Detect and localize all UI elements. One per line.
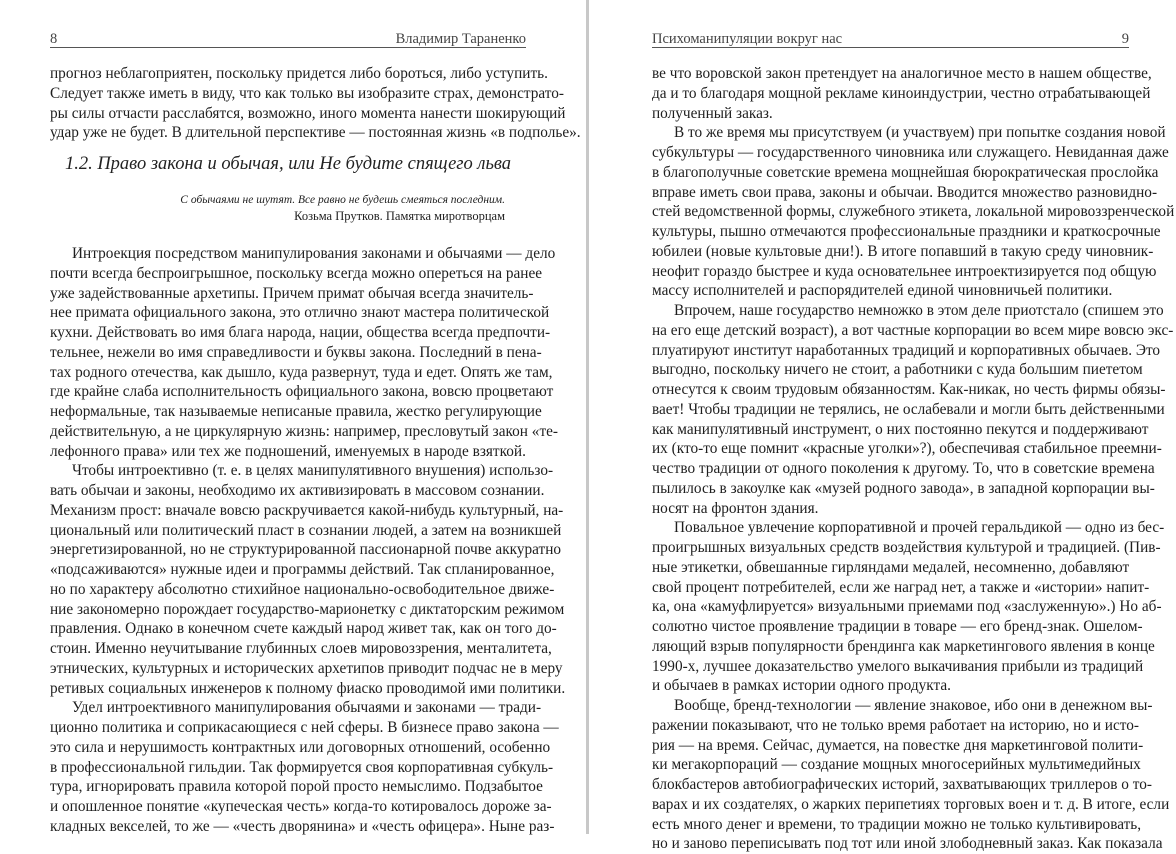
right-page bbox=[589, 0, 1176, 853]
section-heading: 1.2. Право закона и обычая, или Не будите спящего льва bbox=[64, 154, 512, 174]
text-line: свой процент потребителей, если же наград нет, а также и «истории» напит- bbox=[652, 578, 1150, 596]
page-number: 9 bbox=[1121, 31, 1129, 47]
text-line: и опошленное понятие «купеческая честь» когда-то котировалось дороже за- bbox=[50, 798, 552, 815]
text-line: есть много денег и времени, то традиции можно не только культивировать, bbox=[652, 815, 1142, 833]
epigraph-quote: С обычаями не шутят. Все равно не будешь смеяться последним. bbox=[180, 194, 505, 206]
running-head-left bbox=[50, 30, 526, 48]
text-line: Повальное увлечение корпоративной и прочей геральдикой — одно из бес- bbox=[674, 519, 1165, 537]
text-line: ние закономерно порождает государство-марионетку с диктаторским режимом bbox=[50, 600, 565, 618]
text-line: вправе иметь свои права, законы и обычаи. Вводится множество разновидно- bbox=[652, 183, 1158, 201]
text-line: почти всегда беспроигрышное, поскольку всегда можно опереться на ранее bbox=[50, 264, 543, 282]
text-line: прогноз неблагоприятен, поскольку придется либо бороться, либо уступить. bbox=[50, 65, 548, 82]
text-line: ляющий взрыв популярности брендинга как маркетингового явления в конце bbox=[652, 637, 1155, 655]
text-line: где крайне слаба исполнительность официального закона, вовсю процветают bbox=[50, 383, 554, 401]
text-line: ки мегакорпораций — создание мощных многосерийных мультимедийных bbox=[652, 756, 1141, 774]
text-line: нее примата официального закона, это отлично знают мастера политической bbox=[50, 304, 550, 322]
text-line: 1990-х, лучшее доказательство умелого выкачивания прибыли из традиций bbox=[652, 657, 1144, 675]
body-text bbox=[50, 244, 566, 837]
text-line: Следует также иметь в виду, что как только вы изобразите страх, демонстрато- bbox=[50, 84, 565, 102]
text-line: в благополучные советские времена мощнейшая бюрократическая прослойка bbox=[652, 163, 1159, 181]
text-line: рия — на время. Сейчас, думается, на повестке дня маркетинговой полити- bbox=[652, 736, 1144, 754]
running-head-right bbox=[652, 30, 1129, 48]
text-line: «подсаживаются» нужные идеи и программы действий. Так спланированное, bbox=[50, 561, 555, 578]
page-number: 8 bbox=[50, 31, 58, 47]
text-line: неформальные, так называемые неписаные правила, жестко регулирующие bbox=[50, 403, 542, 420]
text-line: ражении показывают, что не только время работает на историю, но и исто- bbox=[652, 716, 1139, 734]
text-line: тельнее, нежели во имя справедливости и буквы закона. Последний в пена- bbox=[50, 343, 542, 361]
text-line: субкультуры — государственного чиновника или служащего. Невиданная даже bbox=[652, 144, 1169, 161]
text-line: полученный заказ. bbox=[652, 104, 773, 122]
text-line: проигрышных визуальных средств воздействия культурой и традицией. (Пив- bbox=[652, 539, 1161, 556]
text-line: это сила и нерушимость контрактных или договорных отношений, особенно bbox=[50, 738, 551, 756]
text-line: выгодно, поскольку ничего не стоит, а работники с куда большим пиететом bbox=[652, 361, 1143, 379]
text-line: и обычаев в рамках истории одного продукта. bbox=[652, 677, 951, 695]
text-line: пылилось в закоулке как «музей родного завода», в западной корпорации вы- bbox=[652, 479, 1155, 497]
text-line: этнических, культурных и исторических архетипов приводит подчас не в меру bbox=[50, 659, 563, 677]
text-line: вает! Чтобы традиции не терялись, не ослабевали и могли быть действенными bbox=[652, 400, 1165, 418]
text-line: носят на фронтон здания. bbox=[652, 499, 819, 517]
text-line: плуатируют институт наработанных традиций и корпоративных обычаев. Это bbox=[652, 341, 1161, 359]
text-line: кухни. Действовать во имя блага народа, нации, общества всегда предпочти- bbox=[50, 324, 551, 341]
text-line: ве что воровской закон претендует на аналогичное место в нашем обществе, bbox=[652, 65, 1152, 82]
text-line: лефонного права» или тех же подношений, именуемых в народе взяткой. bbox=[50, 442, 526, 460]
text-line: культуры, пышно отмечаются профессиональные праздники и краткосрочные bbox=[652, 223, 1161, 240]
text-line: чество традиции от одного поколения к другому. То, что в советские времена bbox=[652, 460, 1155, 477]
text-line: удар уже не будет. В длительной перспективе — постоянная жизнь «в подполье». bbox=[50, 124, 581, 142]
text-line: энергетизированной, но не структурированной пассионарной почве аккуратно bbox=[50, 541, 562, 559]
text-line: Чтобы интроективно (т. е. в целях манипулятивного внушения) использо- bbox=[72, 462, 554, 480]
text-line: Впрочем, наше государство немножко в этом деле приотстало (спишем это bbox=[674, 302, 1164, 319]
text-line: солютно чистое проявление традиции в товаре — его бренд-знак. Ошелом- bbox=[652, 618, 1143, 635]
text-line: Удел интроективного манипулирования обычаями и законами — тради- bbox=[72, 699, 542, 717]
text-line: ка, она «камуфлируется» визуальными приемами под «заслуженную».) Но аб- bbox=[652, 598, 1162, 616]
text-line: ционно политика и соприкасающиеся с ней сферы. В бизнесе право закона — bbox=[50, 719, 559, 736]
text-line: варах и их создателях, о жарких перипетиях торговых воен и т. д. В итоге, если bbox=[652, 795, 1170, 813]
text-line: как манипулятивный инструмент, о них постоянно пекутся и поддерживают bbox=[652, 420, 1149, 438]
text-line: ретивых социальных инженеров к полному фиаско проводимой ими политики. bbox=[50, 679, 566, 697]
text-line: тах родного отечества, как дышло, куда развернут, туда и едет. Опять же там, bbox=[50, 363, 553, 381]
text-line: отнесутся к своим трудовым обязанностям. Как-никак, но честь фирмы обязы- bbox=[652, 381, 1166, 398]
left-page bbox=[0, 0, 586, 834]
text-line: стей ведомственной формы, служебного этикета, локальной мировоззренческой bbox=[652, 203, 1175, 221]
running-head-title: Психоманипуляции вокруг нас bbox=[652, 31, 843, 47]
text-line: блокбастеров автобиографических историй, захватывающих триллеров о то- bbox=[652, 776, 1152, 793]
text-line: стоин. Именно неучитывание глубинных слоев мировоззрения, менталитета, bbox=[50, 640, 552, 657]
text-line: вать обычаи и законы, необходимо их активизировать в массовом сознании. bbox=[50, 482, 545, 499]
text-line: ры силы отчасти расслабятся, возможно, иного момента нанести шокирующий bbox=[50, 104, 566, 122]
text-line: циональный или политический пласт в сознании людей, а затем на возникшей bbox=[50, 521, 562, 539]
intro-paragraph bbox=[50, 64, 581, 143]
text-line: их (кто-то еще помнит «красные уголки»?), обеспечивая стабильное преемни- bbox=[652, 440, 1162, 458]
epigraph-attribution: Козьма Прутков. Памятка миротворцам bbox=[294, 209, 505, 223]
text-line: уже задействованные архетипы. Причем примат обычая всегда значитель- bbox=[50, 284, 534, 302]
text-line: да и то благодаря мощной рекламе киноиндустрии, честно отрабатывающей bbox=[652, 84, 1151, 102]
text-line: ные этикетки, обвешанные гирляндами медалей, несомненно, добавляют bbox=[652, 558, 1130, 576]
text-line: тура, игнорировать правила которой порой просто немыслимо. Подзабытое bbox=[50, 778, 543, 796]
text-line: правления. Однако в конечном счете каждый народ живет так, как он того до- bbox=[50, 620, 557, 638]
text-line: Механизм прост: вначале вовсю раскручивается какой-нибудь культурный, на- bbox=[50, 501, 564, 519]
epigraph bbox=[50, 193, 505, 224]
text-line: юбилеи (новые культовые дни!). В итоге попавший в такую среду чиновник- bbox=[652, 242, 1154, 260]
text-line: на его еще детский возраст), а вот частные корпорации во всем мире вовсю экс- bbox=[652, 321, 1174, 339]
running-head-author: Владимир Тараненко bbox=[395, 31, 526, 47]
text-line: но по характеру абсолютно стихийное национально-освободительное движе- bbox=[50, 580, 555, 598]
text-line: неофит гораздо быстрее и куда основательнее интроектизируется под общую bbox=[652, 262, 1157, 280]
text-line: массу исполнителей и распорядителей единой чиновничьей политики. bbox=[652, 282, 1113, 300]
body-text bbox=[652, 64, 1175, 854]
text-line: но и заново переписывать под тот или иной злободневный заказ. Как показала bbox=[652, 835, 1163, 853]
text-line: Интроекция посредством манипулирования законами и обычаями — дело bbox=[72, 245, 556, 262]
text-line: Вообще, бренд-технологии — явление знаковое, ибо они в денежном вы- bbox=[674, 697, 1153, 714]
text-line: в профессиональной гильдии. Так формируется своя корпоративная субкуль- bbox=[50, 758, 554, 776]
text-line: В то же время мы присутствуем (и участвуем) при попытке создания новой bbox=[674, 124, 1166, 142]
text-line: действительную, а не циркулярную жизнь: например, пресловутый закон «те- bbox=[50, 422, 559, 440]
text-line: кладных векселей, то же — «честь дворянина» и «честь офицера». Ныне раз- bbox=[50, 817, 555, 835]
